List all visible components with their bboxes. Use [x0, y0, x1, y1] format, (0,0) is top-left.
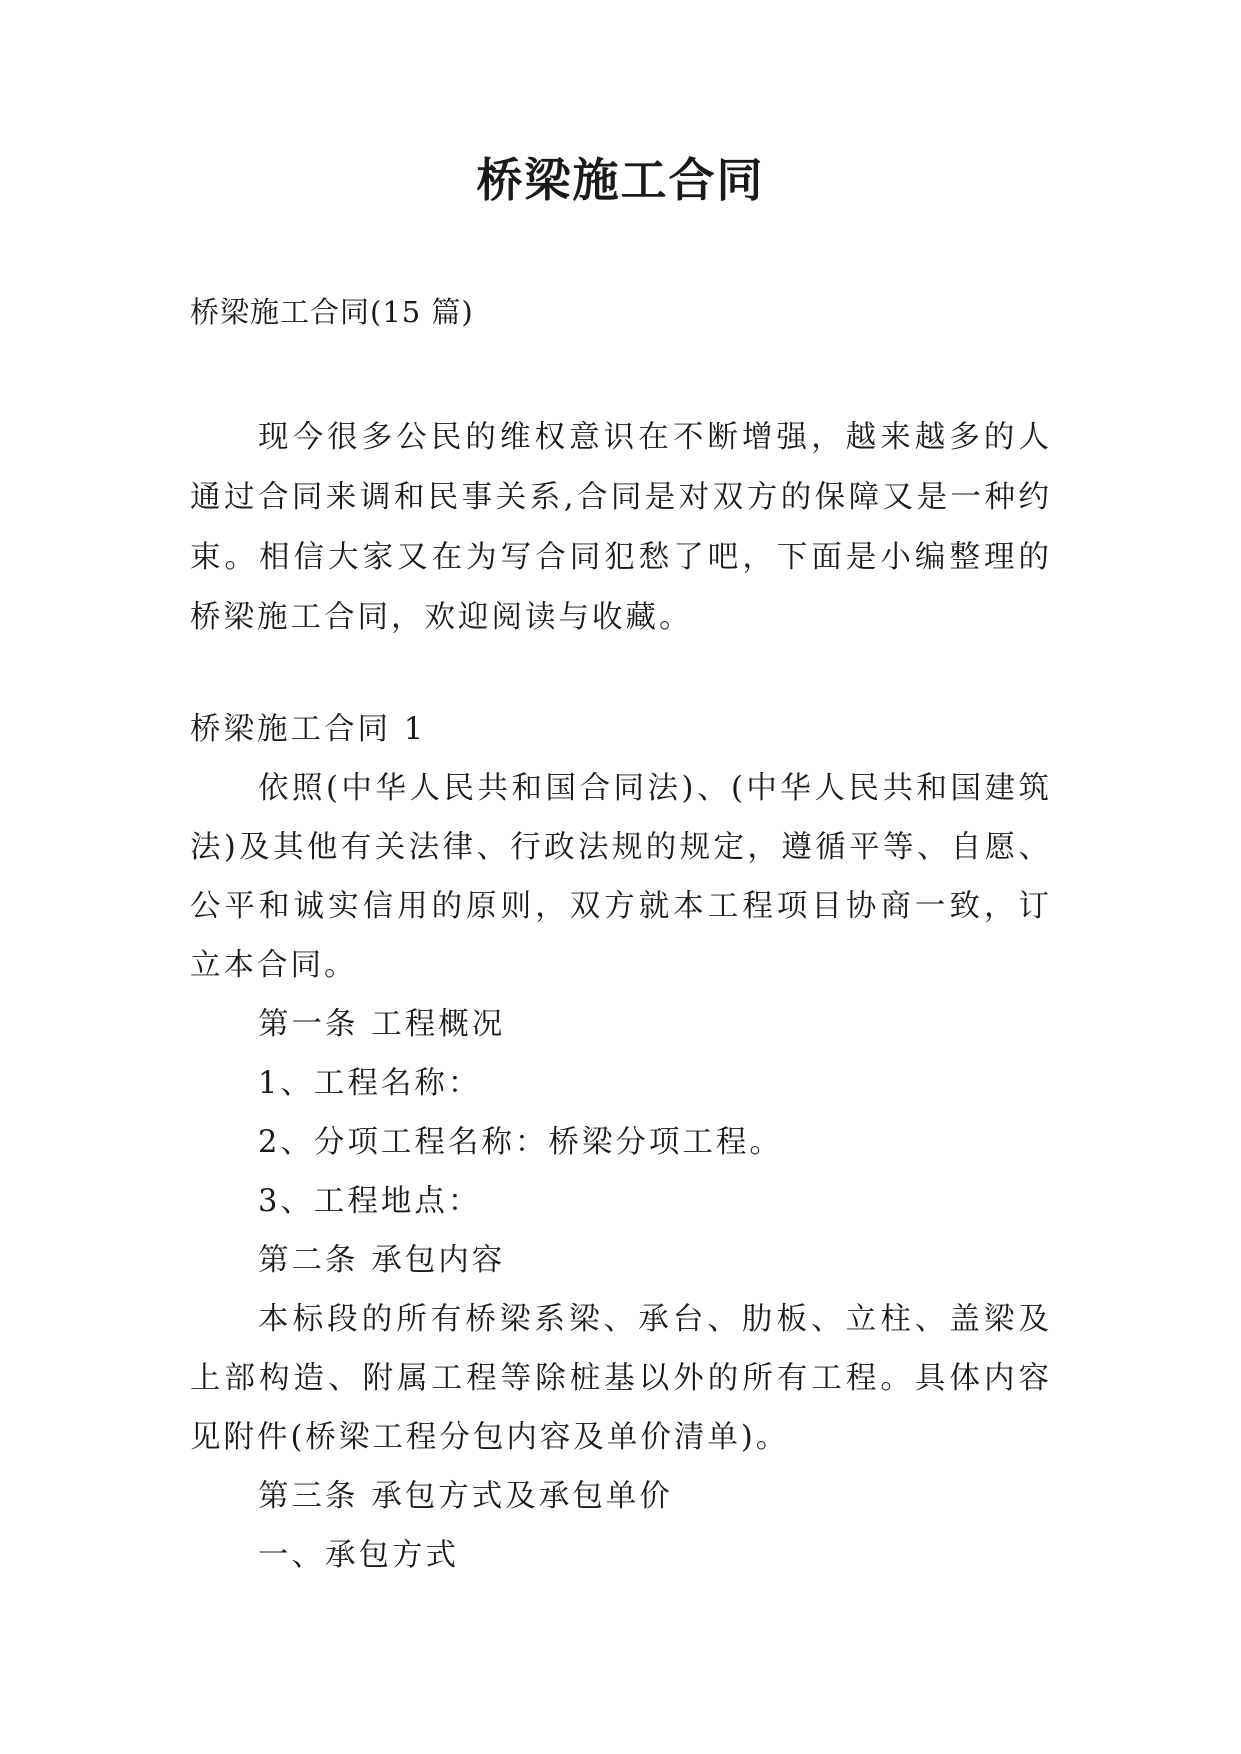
- list-item-project-location: 3、工程地点：: [258, 1184, 482, 1219]
- article-3-heading: 第三条 承包方式及承包单价: [258, 1479, 673, 1514]
- list-item-project-name: 1、工程名称：: [258, 1066, 482, 1101]
- article-2-heading: 第二条 承包内容: [258, 1243, 506, 1278]
- section-heading: 桥梁施工合同 1: [190, 712, 427, 747]
- article-1-heading: 第一条 工程概况: [258, 1007, 506, 1042]
- contract-section: [190, 700, 1052, 1585]
- document-title: 桥梁施工合同: [476, 153, 765, 207]
- intro-paragraph: 现今很多公民的维权意识在不断增强，越来越多的人通过合同来调和民事关系,合同是对双方的保障又是一种约束。相信大家又在为写合同犯愁了吧，下面是小编整理的桥梁施工合同，欢迎阅读与收藏。: [190, 420, 1052, 635]
- list-item-subproject-name: 2、分项工程名称：桥梁分项工程。: [258, 1125, 783, 1160]
- paragraph-legal-basis: 依照(中华人民共和国合同法)、(中华人民共和国建筑法)及其他有关法律、行政法规的规定，遵循平等、自愿、公平和诚实信用的原则，双方就本工程项目协商一致，订立本合同。: [190, 771, 1052, 983]
- document-subtitle: 桥梁施工合同(15 篇): [190, 295, 474, 329]
- paragraph-scope: 本标段的所有桥梁系梁、承台、肋板、立柱、盖梁及上部构造、附属工程等除桩基以外的所有工程。具体内容见附件(桥梁工程分包内容及单价清单)。: [190, 1302, 1052, 1455]
- list-item-contract-method: 一、承包方式: [258, 1538, 459, 1573]
